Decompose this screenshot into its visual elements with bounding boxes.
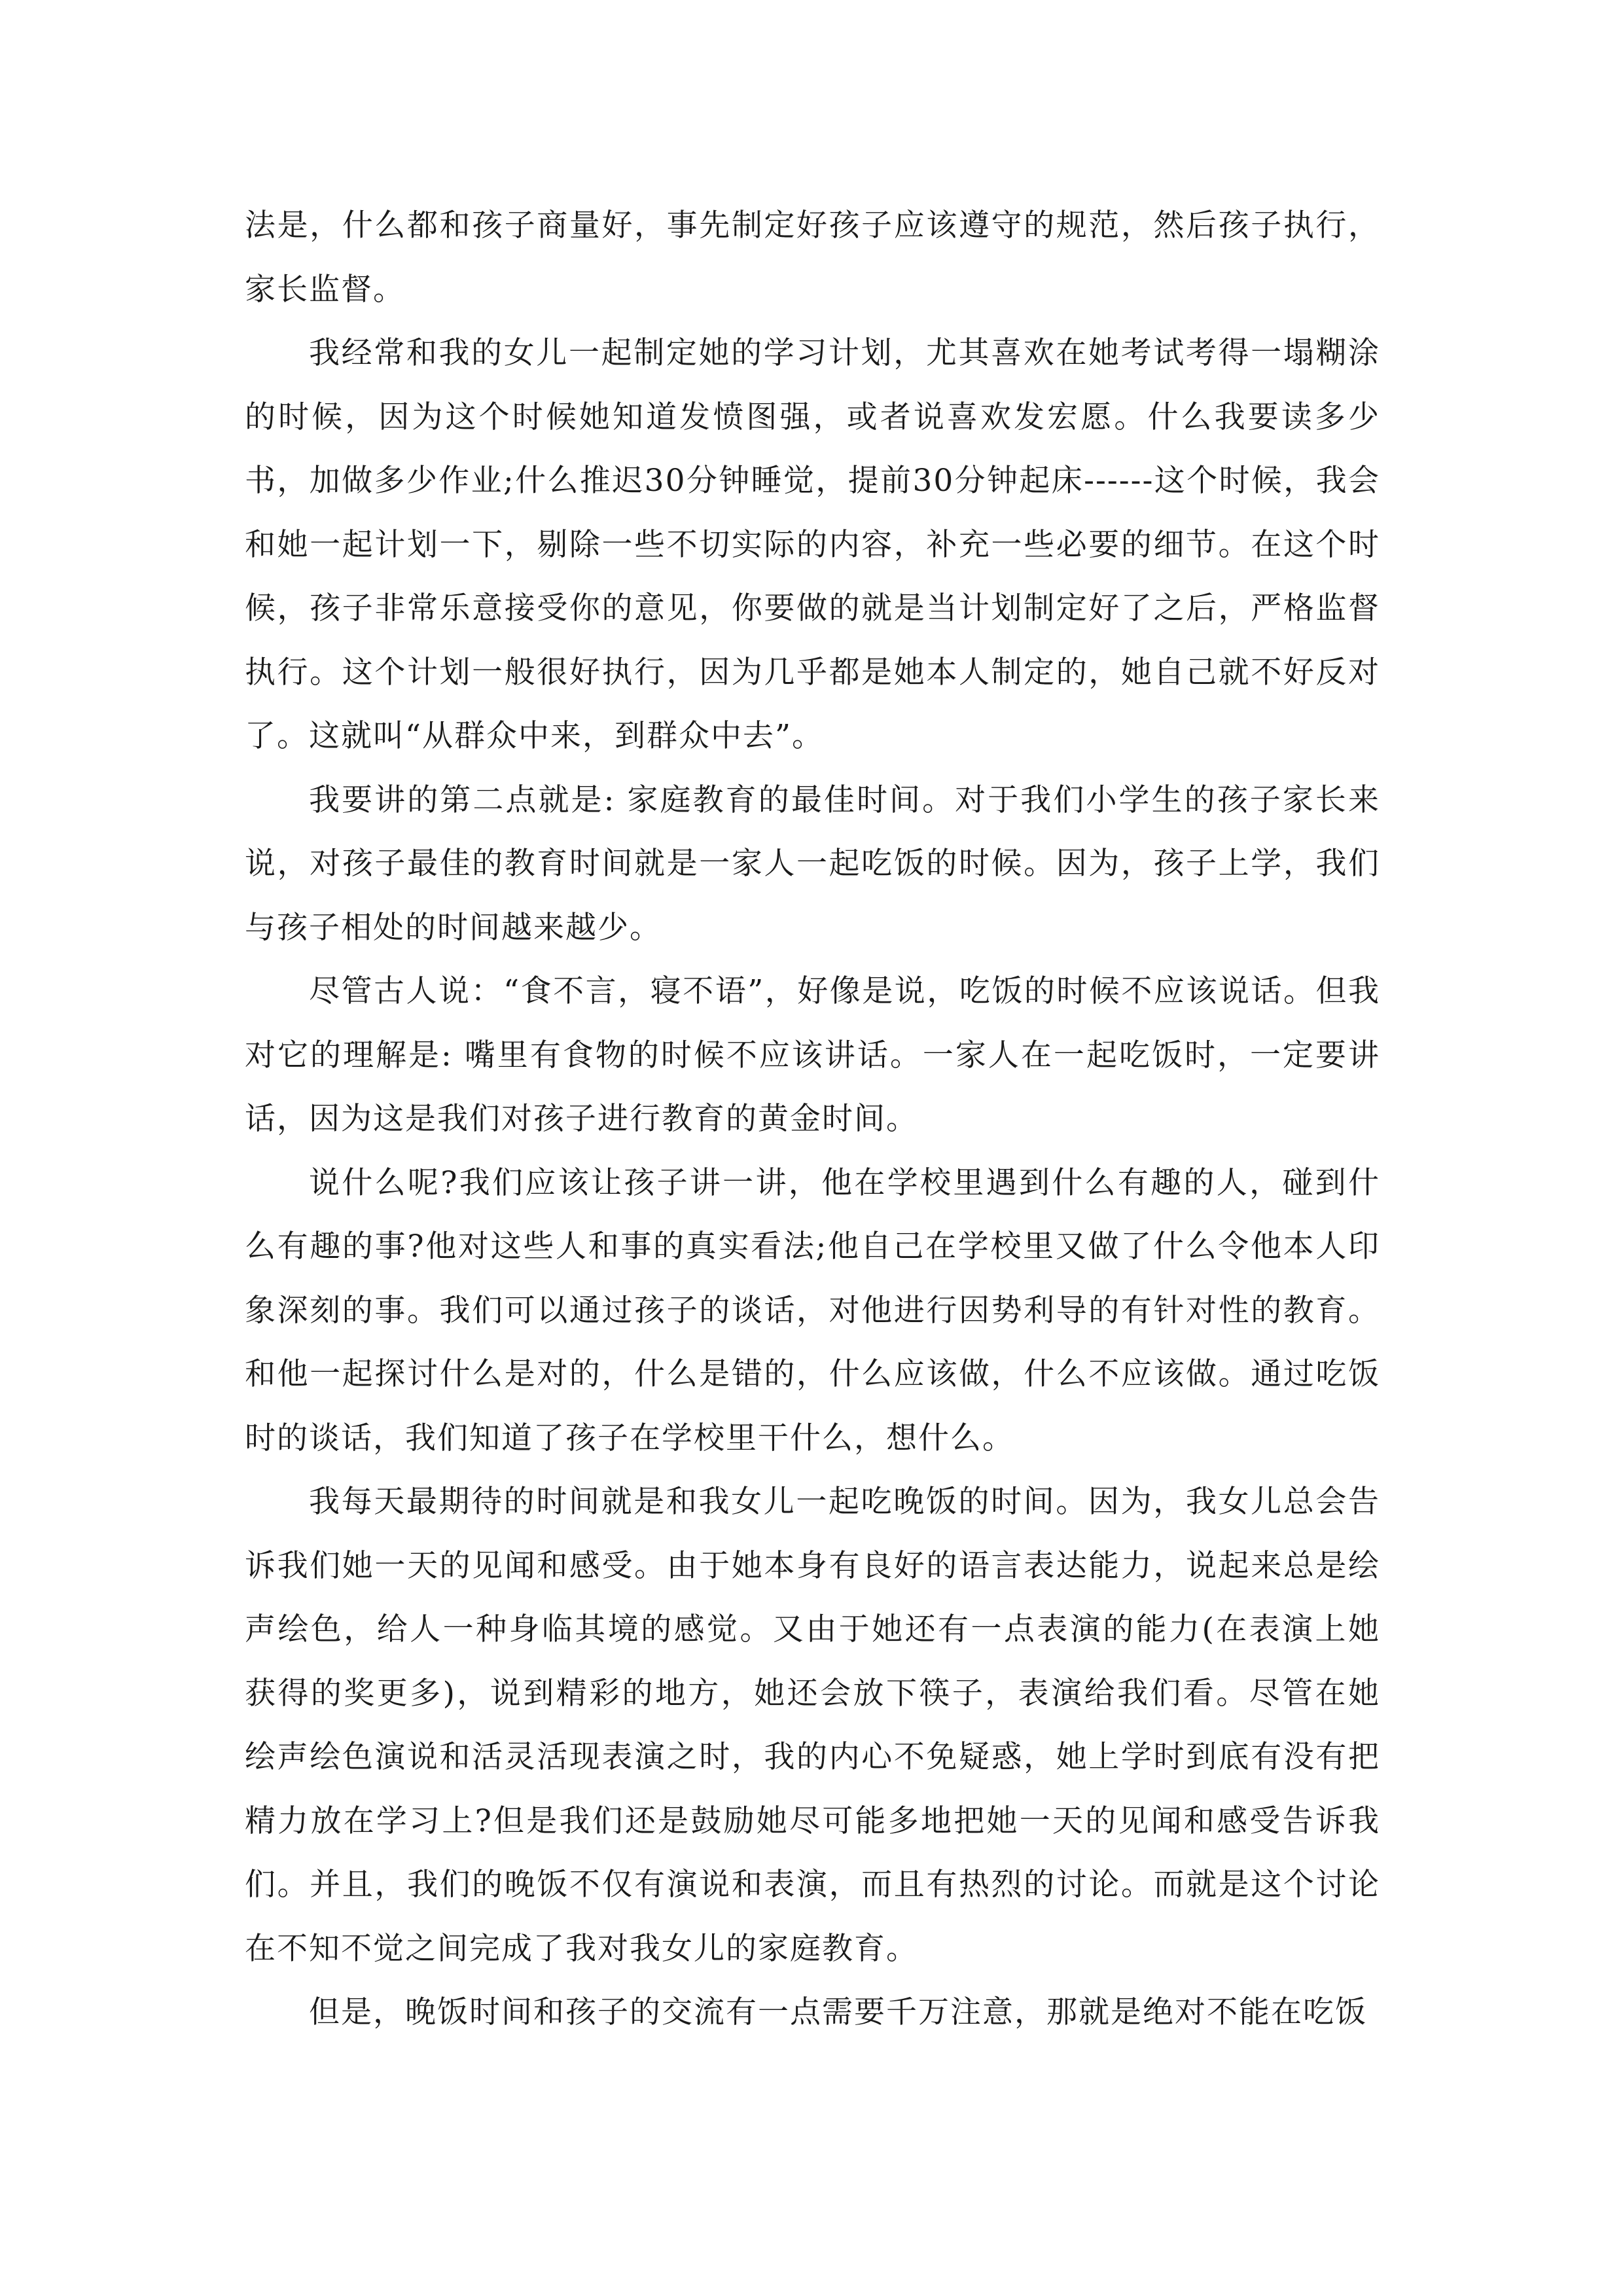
paragraph-6: 我每天最期待的时间就是和我女儿一起吃晚饭的时间。因为，我女儿总会告诉我们她一天的见闻和感受。由于她本身有良好的语言表达能力，说起来总是绘声绘色，给人一种身临其境的感觉。又由于她还有一点表演的能力(在表演上她获得的奖更多)，说到精彩的地方，她还会放下筷子，表演给我们看。尽管在她绘声绘色演说和活灵活现表演之时，我的内心不免疑惑，她上学时到底有没有把精力放在学习上?但是我们还是鼓励她尽可能多地把她一天的见闻和感受告诉我们。并且，我们的晚饭不仅有演说和表演，而且有热烈的讨论。而就是这个讨论在不知不觉之间完成了我对我女儿的家庭教育。 [245, 1484, 1380, 1967]
document-body [245, 194, 1380, 2045]
paragraph-1: 法是，什么都和孩子商量好，事先制定好孩子应该遵守的规范，然后孩子执行，家长监督。 [245, 207, 1380, 308]
paragraph-2: 我经常和我的女儿一起制定她的学习计划，尤其喜欢在她考试考得一塌糊涂的时候，因为这个时候她知道发愤图强，或者说喜欢发宏愿。什么我要读多少书，加做多少作业;什么推迟30分钟睡觉，提前30分钟起床------这个时候，我会和她一起计划一下，剔除一些不切实际的内容，补充一些必要的细节。在这个时候，孩子非常乐意接受你的意见，你要做的就是当计划制定好了之后，严格监督执行。这个计划一般很好执行，因为几乎都是她本人制定的，她自己就不好反对了。这就叫“从群众中来，到群众中去”。 [245, 335, 1380, 754]
paragraph-7: 但是，晚饭时间和孩子的交流有一点需要千万注意，那就是绝对不能在吃饭 [309, 1994, 1367, 2030]
paragraph-4: 尽管古人说：“食不言，寝不语”，好像是说，吃饭的时候不应该说话。但我对它的理解是: 嘴里有食物的时候不应该讲话。一家人在一起吃饭时，一定要讲话，因为这是我们对孩子进行教育的黄金时间。 [245, 973, 1380, 1137]
paragraph-5: 说什么呢?我们应该让孩子讲一讲，他在学校里遇到什么有趣的人，碰到什么有趣的事?他对这些人和事的真实看法;他自己在学校里又做了什么令他本人印象深刻的事。我们可以通过孩子的谈话，对他进行因势利导的有针对性的教育。和他一起探讨什么是对的，什么是错的，什么应该做，什么不应该做。通过吃饭时的谈话，我们知道了孩子在学校里干什么，想什么。 [245, 1164, 1380, 1456]
paragraph-3: 我要讲的第二点就是: 家庭教育的最佳时间。对于我们小学生的孩子家长来说，对孩子最佳的教育时间就是一家人一起吃饭的时候。因为，孩子上学，我们与孩子相处的时间越来越少。 [245, 781, 1380, 946]
